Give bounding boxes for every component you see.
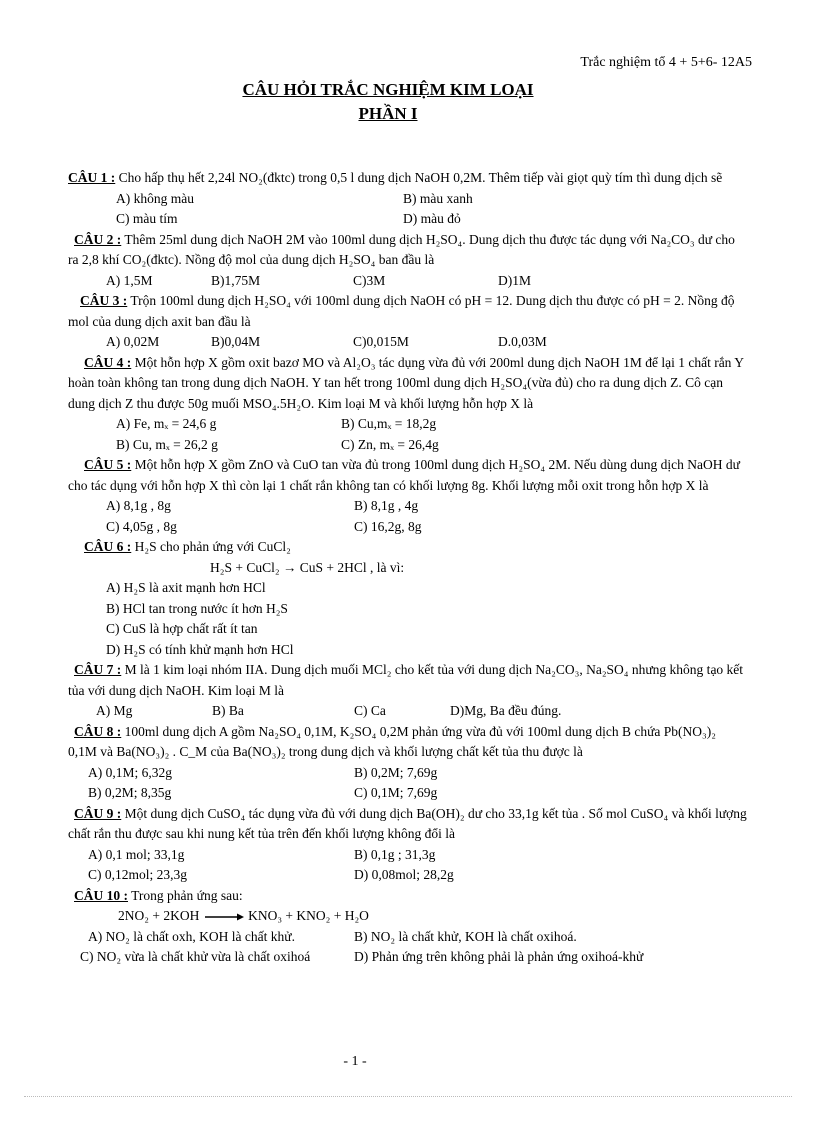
option-a: A) H₂S là axit mạnh hơn HCl bbox=[106, 580, 266, 595]
option-a: A) 1,5M bbox=[106, 272, 153, 288]
options-row bbox=[68, 763, 748, 784]
reaction-arrow-icon bbox=[203, 912, 245, 922]
question-stem: Một hỗn hợp X gồm ZnO và CuO tan vừa đủ trong 100ml dung dịch H₂SO₄ 2M. Nếu dùng dung dịch NaOH dư cho tác dụng với hỗn hợp X thì còn lại 1 chất rắn không tan có khối lượng 8g. Khối lượng mỗi oxit trong hỗn hợp X là bbox=[68, 457, 740, 493]
question-label: CÂU 3 : bbox=[80, 293, 128, 308]
option-c: C)0,015M bbox=[353, 334, 409, 349]
options-row bbox=[68, 496, 748, 517]
option-b-alt: B) Cu, mₓ = 26,2 g bbox=[116, 436, 218, 452]
option-b: B) 8,1g , 4g bbox=[354, 498, 419, 513]
option-c: C) Ca bbox=[354, 703, 386, 718]
question-1 bbox=[68, 168, 748, 189]
page-number: - 1 - bbox=[343, 1054, 367, 1069]
question-stem: H₂S cho phản ứng với CuCl₂ bbox=[131, 539, 291, 554]
options-row bbox=[68, 845, 748, 866]
question-stem: Cho hấp thụ hết 2,24l NO₂(đktc) trong 0,5 l dung dịch NaOH 0,2M. Thêm tiếp vài giọt quỳ tím thì dung dịch sẽ bbox=[115, 170, 723, 185]
option-b: B)1,75M bbox=[211, 272, 261, 288]
question-label: CÂU 1 : bbox=[68, 170, 116, 185]
option-b: B)0,04M bbox=[211, 334, 261, 349]
equation-reactants: 2NO₂ + 2KOH bbox=[118, 908, 200, 923]
option-c-alt: C) 16,2g, 8g bbox=[354, 518, 422, 534]
option-d: D) 0,08mol; 28,2g bbox=[354, 867, 454, 882]
question-label: CÂU 2 : bbox=[74, 231, 122, 247]
options-row bbox=[68, 947, 748, 968]
question-label: CÂU 5 : bbox=[84, 457, 132, 472]
option-d: D) H₂S có tính khử mạnh hơn HCl bbox=[106, 641, 294, 657]
options-row bbox=[68, 701, 748, 722]
question-stem: Một hỗn hợp X gồm oxit bazơ MO và Al₂O₃ tác dụng vừa đủ với 200ml dung dịch NaOH 1M để lại 1 chất rắn Y hoàn toàn không tan trong dung dịch NaOH. Y tan hết trong 100ml dung dịch H₂SO₄(vừa đủ) cho ra dung dịch Z. Cô cạn dung dịch Z thu được 50g muối MSO₄.5H₂O. Kim loại M và khối lượng hỗn hợp X là bbox=[68, 354, 744, 411]
option-b: B) màu xanh bbox=[403, 190, 473, 206]
question-list bbox=[68, 168, 748, 968]
option-a: A) Mg bbox=[96, 703, 133, 718]
options-row bbox=[68, 865, 748, 886]
option-b: B) 0,2M; 7,69g bbox=[354, 764, 438, 780]
question-stem: Một dung dịch CuSO₄ tác dụng vừa đủ với dung dịch Ba(OH)₂ dư cho 33,1g kết tủa . Số mol CuSO₄ và khối lượng chất rắn thu được sau khi nung kết tủa trên đến khối lượng không đổi là bbox=[68, 805, 747, 841]
option-a: A) Fe, mₓ = 24,6 g bbox=[116, 416, 217, 431]
options-row bbox=[68, 783, 748, 804]
option-b: B) Cu,mₓ = 18,2g bbox=[341, 416, 437, 431]
page-divider bbox=[24, 1096, 792, 1097]
document-title: CÂU HỎI TRẮC NGHIỆM KIM LOẠI bbox=[242, 80, 534, 99]
question-label: CÂU 9 : bbox=[74, 805, 122, 821]
options-row bbox=[68, 927, 748, 948]
option-c: C) NO₂ vừa là chất khử vừa là chất oxihoá bbox=[80, 949, 311, 964]
options-row bbox=[68, 332, 748, 353]
option-a: A) 0,1 mol; 33,1g bbox=[88, 846, 185, 862]
options-row bbox=[68, 435, 748, 456]
question-label: CÂU 10 : bbox=[74, 887, 128, 903]
option-c: C) 0,12mol; 23,3g bbox=[88, 867, 188, 882]
option-c: C)3M bbox=[353, 272, 386, 288]
question-label: CÂU 4 : bbox=[84, 354, 132, 370]
option-c: C) CuS là hợp chất rất ít tan bbox=[106, 621, 258, 636]
option-a: A) NO₂ là chất oxh, KOH là chất khử. bbox=[88, 928, 295, 944]
question-5 bbox=[68, 455, 748, 496]
option-d: D) màu đỏ bbox=[403, 211, 461, 226]
question-4 bbox=[68, 353, 748, 415]
option-d: D)Mg, Ba đều đúng. bbox=[450, 703, 562, 718]
question-stem: 100ml dung dịch A gồm Na₂SO₄ 0,1M, K₂SO₄ 0,2M phản ứng vừa đủ với 100ml dung dịch B chứa Pb(NO₃)₂ 0,1M và Ba(NO₃)₂ . C_M của Ba(NO₃)₂ trong dung dịch và khối lượng chất kết tủa thu được là bbox=[68, 723, 716, 759]
options-row bbox=[68, 209, 748, 230]
options-row bbox=[68, 517, 748, 538]
document-subtitle: PHẦN I bbox=[358, 104, 418, 123]
option-a: A) 8,1g , 8g bbox=[106, 498, 171, 513]
option-b: B) Ba bbox=[212, 703, 244, 718]
option-a: A) 0,02M bbox=[106, 334, 160, 349]
option-c: C) màu tím bbox=[116, 211, 178, 226]
option-d: D.0,03M bbox=[498, 334, 547, 349]
question-2 bbox=[68, 230, 748, 271]
option-a: A) 0,1M; 6,32g bbox=[88, 764, 172, 780]
options-row bbox=[68, 414, 748, 435]
option-c: C) 0,1M; 7,69g bbox=[354, 785, 438, 800]
header-note: Trắc nghiệm tổ 4 + 5+6- 12A5 bbox=[580, 55, 752, 70]
option-b: B) HCl tan trong nước ít hơn H₂S bbox=[106, 600, 288, 616]
question-7 bbox=[68, 660, 748, 701]
question-label: CÂU 7 : bbox=[74, 662, 122, 677]
question-3 bbox=[68, 291, 748, 332]
question-label: CÂU 8 : bbox=[74, 723, 122, 739]
reaction-equation bbox=[68, 906, 748, 927]
option-c: C) Zn, mₓ = 26,4g bbox=[341, 436, 439, 452]
options-row bbox=[68, 189, 748, 210]
question-stem: Trong phản ứng sau: bbox=[128, 887, 243, 903]
options-row bbox=[68, 271, 748, 292]
question-stem: Thêm 25ml dung dịch NaOH 2M vào 100ml dung dịch H₂SO₄. Dung dịch thu được tác dụng với Na₂CO₃ dư cho ra 2,8 khí CO₂(đktc). Nồng độ mol của dung dịch H₂SO₄ ban đầu là bbox=[68, 231, 735, 267]
option-b: B) 0,1g ; 31,3g bbox=[354, 846, 436, 862]
equation-products: KNO₃ + KNO₂ + H₂O bbox=[248, 908, 369, 923]
option-b: B) NO₂ là chất khử, KOH là chất oxihoá. bbox=[354, 928, 577, 944]
question-stem: Trộn 100ml dung dịch H₂SO₄ với 100ml dung dịch NaOH có pH = 12. Dung dịch thu được có pH = 2. Nồng độ mol của dung dịch axit ban đầu là bbox=[68, 293, 735, 329]
option-d: D)1M bbox=[498, 272, 531, 288]
question-8 bbox=[68, 722, 748, 763]
question-stem: M là 1 kim loại nhóm IIA. Dung dịch muối MCl₂ cho kết tủa với dung dịch Na₂CO₃, Na₂SO₄ nhưng không tạo kết tủa với dung dịch NaOH. Kim loại M là bbox=[68, 662, 744, 698]
question-10 bbox=[68, 886, 748, 907]
option-b-alt: B) 0,2M; 8,35g bbox=[88, 785, 172, 800]
question-6 bbox=[68, 537, 748, 558]
question-9 bbox=[68, 804, 748, 845]
option-d: D) Phản ứng trên không phải là phản ứng oxihoá-khử bbox=[354, 949, 644, 964]
option-c: C) 4,05g , 8g bbox=[106, 518, 177, 534]
option-a: A) không màu bbox=[116, 190, 194, 206]
reaction-equation: H₂S + CuCl₂ → CuS + 2HCl , là vì: bbox=[210, 559, 405, 575]
question-label: CÂU 6 : bbox=[84, 539, 132, 554]
